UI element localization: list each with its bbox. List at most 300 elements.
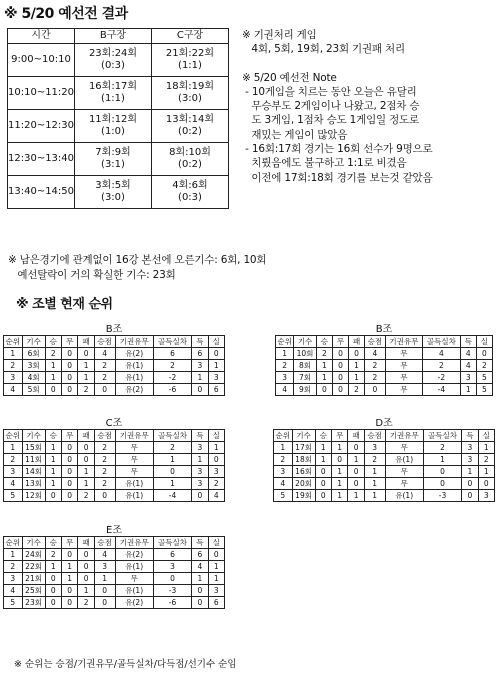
group-cell: 0 [332,384,348,396]
schedule-row [8,176,229,209]
group-cell: 1 [423,454,461,466]
group-cell: 1 [364,478,385,490]
group-header-cell: 기권유무 [115,537,153,549]
group-cell: 6 [208,597,224,609]
group-header-cell: 기수 [22,336,45,348]
group-cell: 2 [94,478,115,490]
group-cell: 0 [94,490,115,502]
match-teams: 11회:12회 [88,114,138,125]
group-cell: 0 [192,490,208,502]
group-cell: 0 [61,490,77,502]
group-cell: 3 [4,466,23,478]
table-row [276,360,493,372]
group-cell: 무 [385,360,423,372]
group-cell: 20회 [292,478,315,490]
group-cell: 0 [423,478,461,490]
group-cell: 0 [332,372,348,384]
group-cell: 3 [94,561,115,573]
group-cell: 0 [315,466,331,478]
group-cell: 무 [385,372,423,384]
table-row [4,360,225,372]
group-cell: 0 [61,348,77,360]
group-cell: 4 [4,478,23,490]
note-line: ※ 기권처리 게임 [242,29,317,41]
page-title: ※ 5/20 예선전 결과 [4,6,128,22]
table-row [4,442,225,454]
group-standings [3,521,225,609]
group-cell: 1 [208,360,224,372]
group-cell: 2 [316,348,332,360]
group-header-cell: 실 [478,430,494,442]
group-cell: 2 [45,549,61,561]
group-cell: 0 [78,442,94,454]
group-header-cell: 순위 [4,430,23,442]
group-cell: 3 [192,478,208,490]
group-table [3,335,225,396]
group-cell: 0 [61,454,77,466]
group-cell: 0 [208,348,224,360]
group-cell: 2 [365,372,385,384]
schedule-row [8,77,229,110]
group-cell: 1 [274,442,293,454]
group-cell: 2 [4,360,23,372]
group-cell: 0 [61,597,77,609]
group-cell: 0 [316,384,332,396]
group-cell: 0 [208,454,224,466]
group-header-cell: 실 [208,537,224,549]
group-cell: 0 [462,478,478,490]
schedule-time: 12:30~13:40 [8,143,75,176]
group-cell: 1 [315,442,331,454]
group-cell: 1 [153,478,191,490]
group-header-cell: 패 [348,430,364,442]
group-cell: -6 [153,597,191,609]
group-cell: 0 [45,490,61,502]
group-cell: -3 [423,490,461,502]
group-cell: 4 [460,360,476,372]
group-cell: 3 [192,360,208,372]
group-header-cell: 골득실차 [153,537,191,549]
group-cell: 2 [94,442,115,454]
group-cell: 0 [45,384,61,396]
group-header-cell: 기수 [22,430,45,442]
group-cell: 2 [276,360,294,372]
group-cell: 3 [276,372,294,384]
group-cell: 유(2) [115,384,153,396]
group-header-cell: 실 [476,336,492,348]
group-cell: 2 [478,454,494,466]
group-cell: 17회 [292,442,315,454]
match-teams: 23회:24회 [88,48,138,59]
group-cell: 1 [153,454,191,466]
group-cell: 3 [4,372,23,384]
group-cell: 1 [192,573,208,585]
group-cell: 3 [462,454,478,466]
group-cell: 무 [385,348,423,360]
table-row [4,585,225,597]
group-table [3,429,225,502]
group-cell: 12회 [22,490,45,502]
group-cell: 19회 [292,490,315,502]
schedule-time: 11:20~12:30 [8,110,75,143]
note-line: ※ 5/20 예선전 Note [242,71,337,84]
group-cell: 3 [153,561,191,573]
group-header-cell: 패 [78,537,94,549]
group-cell: -6 [153,384,191,396]
group-header-cell: 무 [331,430,347,442]
group-cell: 4 [94,549,115,561]
table-row [4,561,225,573]
group-cell: 11회 [22,454,45,466]
group-cell: 2 [78,490,94,502]
group-header-cell: 순위 [4,336,23,348]
group-cell: 3 [478,490,494,502]
group-table [275,335,493,396]
schedule-row [8,143,229,176]
group-cell: 무 [115,454,153,466]
group-cell: 1 [348,454,364,466]
group-header-cell: 승점 [94,537,115,549]
schedule-match-b [75,44,152,77]
match-teams: 16회:17회 [88,81,138,92]
group-cell: 25회 [22,585,45,597]
group-cell: 4 [4,384,23,396]
group-cell: 23회 [22,597,45,609]
group-cell: 0 [423,466,461,478]
group-cell: 0 [78,348,94,360]
table-row [274,490,495,502]
schedule-match-c [152,143,229,176]
group-title: C조 [105,418,123,429]
group-cell: 0 [45,573,61,585]
match-teams: 18회:19회 [165,81,215,92]
table-row [4,466,225,478]
group-cell: 0 [192,384,208,396]
group-cell: 0 [61,442,77,454]
group-cell: 0 [348,466,364,478]
group-cell: 2 [365,360,385,372]
table-row [274,442,495,454]
group-cell: 9회 [294,384,317,396]
schedule-time: 10:10~11:20 [8,77,75,110]
group-cell: 무 [385,466,423,478]
match-teams: 8회:10회 [169,147,211,158]
group-cell: 0 [78,561,94,573]
group-cell: 1 [45,561,61,573]
group-cell: -2 [153,372,191,384]
group-header-cell: 실 [208,336,224,348]
group-cell: 유(1) [115,478,153,490]
group-cell: 0 [61,585,77,597]
group-cell: 0 [61,384,77,396]
group-cell: 1 [61,573,77,585]
group-cell: -3 [153,585,191,597]
group-header-cell: 승점 [94,430,115,442]
group-cell: 1 [4,348,23,360]
group-cell: 0 [478,478,494,490]
group-cell: 무 [115,442,153,454]
group-cell: 유(1) [385,490,423,502]
table-row [274,466,495,478]
group-cell: 2 [476,360,492,372]
group-header-cell: 승점 [94,336,115,348]
group-header-cell: 무 [332,336,348,348]
group-header-cell: 패 [349,336,365,348]
match-score: (1:1) [178,60,202,71]
schedule-table [7,28,229,209]
group-cell: 1 [349,372,365,384]
group-cell: 3 [274,466,293,478]
group-cell: 2 [94,454,115,466]
group-cell: 1 [349,360,365,372]
group-header-cell: 무 [61,537,77,549]
group-cell: 0 [349,348,365,360]
match-score: (1:1) [101,93,125,104]
group-header-cell: 골득실차 [153,336,191,348]
group-cell: 13회 [22,478,45,490]
schedule-match-c [152,44,229,77]
group-cell: 2 [94,466,115,478]
schedule-header-cell: C구장 [152,29,229,44]
group-cell: 2 [349,384,365,396]
group-cell: 21회 [22,573,45,585]
group-header-cell: 기수 [292,430,315,442]
group-cell: 2 [94,372,115,384]
group-cell: 1 [45,372,61,384]
group-cell: 0 [45,585,61,597]
group-cell: 무 [115,573,153,585]
group-cell: 0 [331,454,347,466]
schedule-match-b [75,176,152,209]
group-cell: 6 [153,549,191,561]
group-cell: -4 [423,384,461,396]
match-score: (0:2) [178,159,202,170]
group-cell: 5 [4,490,23,502]
group-cell: 6 [192,348,208,360]
group-cell: 1 [208,561,224,573]
group-cell: 1 [462,466,478,478]
schedule-header-cell: 시간 [8,29,75,44]
group-cell: 0 [78,549,94,561]
group-cell: 0 [192,585,208,597]
group-cell: 5 [274,490,293,502]
match-teams: 7회:9회 [95,147,131,158]
note-line: 무승부도 2게임이나 나왔고, 2점차 승 [242,100,420,113]
group-header-cell: 순위 [4,537,23,549]
group-cell: 1 [331,490,347,502]
group-cell: 3 [192,466,208,478]
match-teams: 21회:22회 [165,48,215,59]
group-cell: 무 [385,478,423,490]
group-cell: 무 [115,466,153,478]
group-cell: 4 [460,348,476,360]
table-row [4,597,225,609]
group-cell: 1 [364,490,385,502]
group-cell: 6회 [22,348,45,360]
group-header-cell: 승 [45,430,61,442]
group-cell: 5 [476,372,492,384]
note-line [242,57,503,71]
group-cell: 15회 [22,442,45,454]
match-score: (0:3) [178,192,202,203]
group-cell: 유(1) [115,561,153,573]
table-row [4,348,225,360]
schedule-match-c [152,77,229,110]
group-standings [275,320,493,396]
group-cell: 3 [208,372,224,384]
group-cell: 0 [462,490,478,502]
group-standings [3,320,225,396]
group-cell: 0 [348,442,364,454]
group-cell: 2 [423,360,461,372]
match-teams: 4회:6회 [172,180,208,191]
group-cell: 유(1) [115,490,153,502]
group-cell: 0 [332,348,348,360]
group-cell: 22회 [22,561,45,573]
note-line: 이전에 17회:18회 경기를 보는것 같았음 [242,171,433,184]
group-cell: 4 [4,585,23,597]
group-cell: 0 [61,466,77,478]
schedule-match-c [152,176,229,209]
group-cell: 0 [153,573,191,585]
group-cell: 5회 [22,384,45,396]
group-header-cell: 골득실차 [423,430,461,442]
group-cell: 1 [192,372,208,384]
note-line: 4회, 5회, 19회, 23회 기권패 처리 [242,43,405,56]
match-score: (0:2) [178,126,202,137]
group-cell: 24회 [22,549,45,561]
group-cell: 14회 [22,466,45,478]
group-cell: 2 [45,348,61,360]
group-table [273,429,495,502]
group-cell: 1 [4,549,23,561]
schedule-match-c [152,110,229,143]
group-title: E조 [106,525,122,536]
group-cell: 1 [78,372,94,384]
match-score: (3:0) [101,192,125,203]
schedule-match-b [75,110,152,143]
match-score: (0:3) [101,60,125,71]
group-cell: 0 [61,360,77,372]
group-cell: 0 [208,549,224,561]
match-score: (3:0) [178,93,202,104]
group-cell: 0 [78,573,94,585]
group-cell: 1 [45,454,61,466]
group-cell: 1 [78,466,94,478]
group-cell: 2 [274,454,293,466]
table-row [4,384,225,396]
group-cell: 1 [208,442,224,454]
group-cell: 1 [316,360,332,372]
group-cell: 0 [315,478,331,490]
group-cell: 10회 [294,348,317,360]
group-header-cell: 기권유무 [385,430,423,442]
group-header-cell: 실 [208,430,224,442]
group-cell: 7회 [294,372,317,384]
group-cell: 4 [276,384,294,396]
group-cell: 6 [208,384,224,396]
group-cell: 5 [476,384,492,396]
group-cell: 2 [153,360,191,372]
group-header-cell: 골득실차 [153,430,191,442]
group-cell: 1 [45,478,61,490]
group-cell: 3 [460,372,476,384]
group-cell: 1 [94,573,115,585]
group-title: D조 [375,418,393,429]
group-cell: 0 [61,478,77,490]
group-header-cell: 득 [192,537,208,549]
group-header-cell: 기수 [22,537,45,549]
footer-note: ※ 순위는 승점/기권유무/골득실차/다득점/선기수 순임 [14,659,237,670]
group-header-cell: 승 [315,430,331,442]
table-row [274,454,495,466]
group-cell: 0 [61,549,77,561]
group-cell: 2 [78,384,94,396]
group-cell: 유(1) [115,372,153,384]
group-cell: 0 [153,466,191,478]
notes-section [242,28,503,185]
schedule-match-b [75,143,152,176]
group-cell: 0 [192,597,208,609]
match-score: (1:0) [101,126,125,137]
group-cell: 4 [192,561,208,573]
group-cell: 유(2) [115,549,153,561]
group-cell: 5 [4,597,23,609]
group-header-cell: 기수 [294,336,317,348]
group-cell: 0 [61,372,77,384]
summary-line: ※ 남은경기에 관계없이 16강 본선에 오른기수: 6회, 10회 [8,254,267,266]
group-cell: 1 [45,442,61,454]
schedule-time: 13:40~14:50 [8,176,75,209]
group-cell: 1 [364,466,385,478]
group-cell: 1 [78,360,94,372]
match-teams: 13회:14회 [165,114,215,125]
group-cell: 2 [153,442,191,454]
group-header-cell: 기권유무 [115,430,153,442]
group-cell: 4 [274,478,293,490]
table-row [276,348,493,360]
group-cell: 3 [208,466,224,478]
group-standings [3,414,225,502]
group-cell: 2 [4,454,23,466]
group-cell: 1 [45,360,61,372]
group-cell: 2 [78,597,94,609]
group-cell: 0 [348,478,364,490]
group-cell: 2 [4,561,23,573]
group-cell: 1 [478,442,494,454]
schedule-time: 9:00~10:10 [8,44,75,77]
group-header-cell: 승 [45,537,61,549]
group-cell: 3 [364,442,385,454]
note-line: 치뤘음에도 불구하고 1:1로 비겼음 [242,157,407,170]
group-cell: 1 [45,466,61,478]
table-row [276,384,493,396]
group-header-cell: 골득실차 [423,336,461,348]
summary-section [8,253,266,283]
group-cell: 0 [476,348,492,360]
group-cell: 유(2) [115,597,153,609]
group-cell: 0 [45,597,61,609]
group-header-cell: 순위 [274,430,293,442]
group-cell: 18회 [292,454,315,466]
group-cell: 6 [153,348,191,360]
note-line: 도 3게임, 1점차 승도 1게임일 정도로 [242,114,419,127]
group-cell: 유(1) [115,360,153,372]
group-header-cell: 승점 [365,336,385,348]
group-cell: 2 [364,454,385,466]
group-cell: 1 [208,573,224,585]
group-cell: 4 [94,348,115,360]
